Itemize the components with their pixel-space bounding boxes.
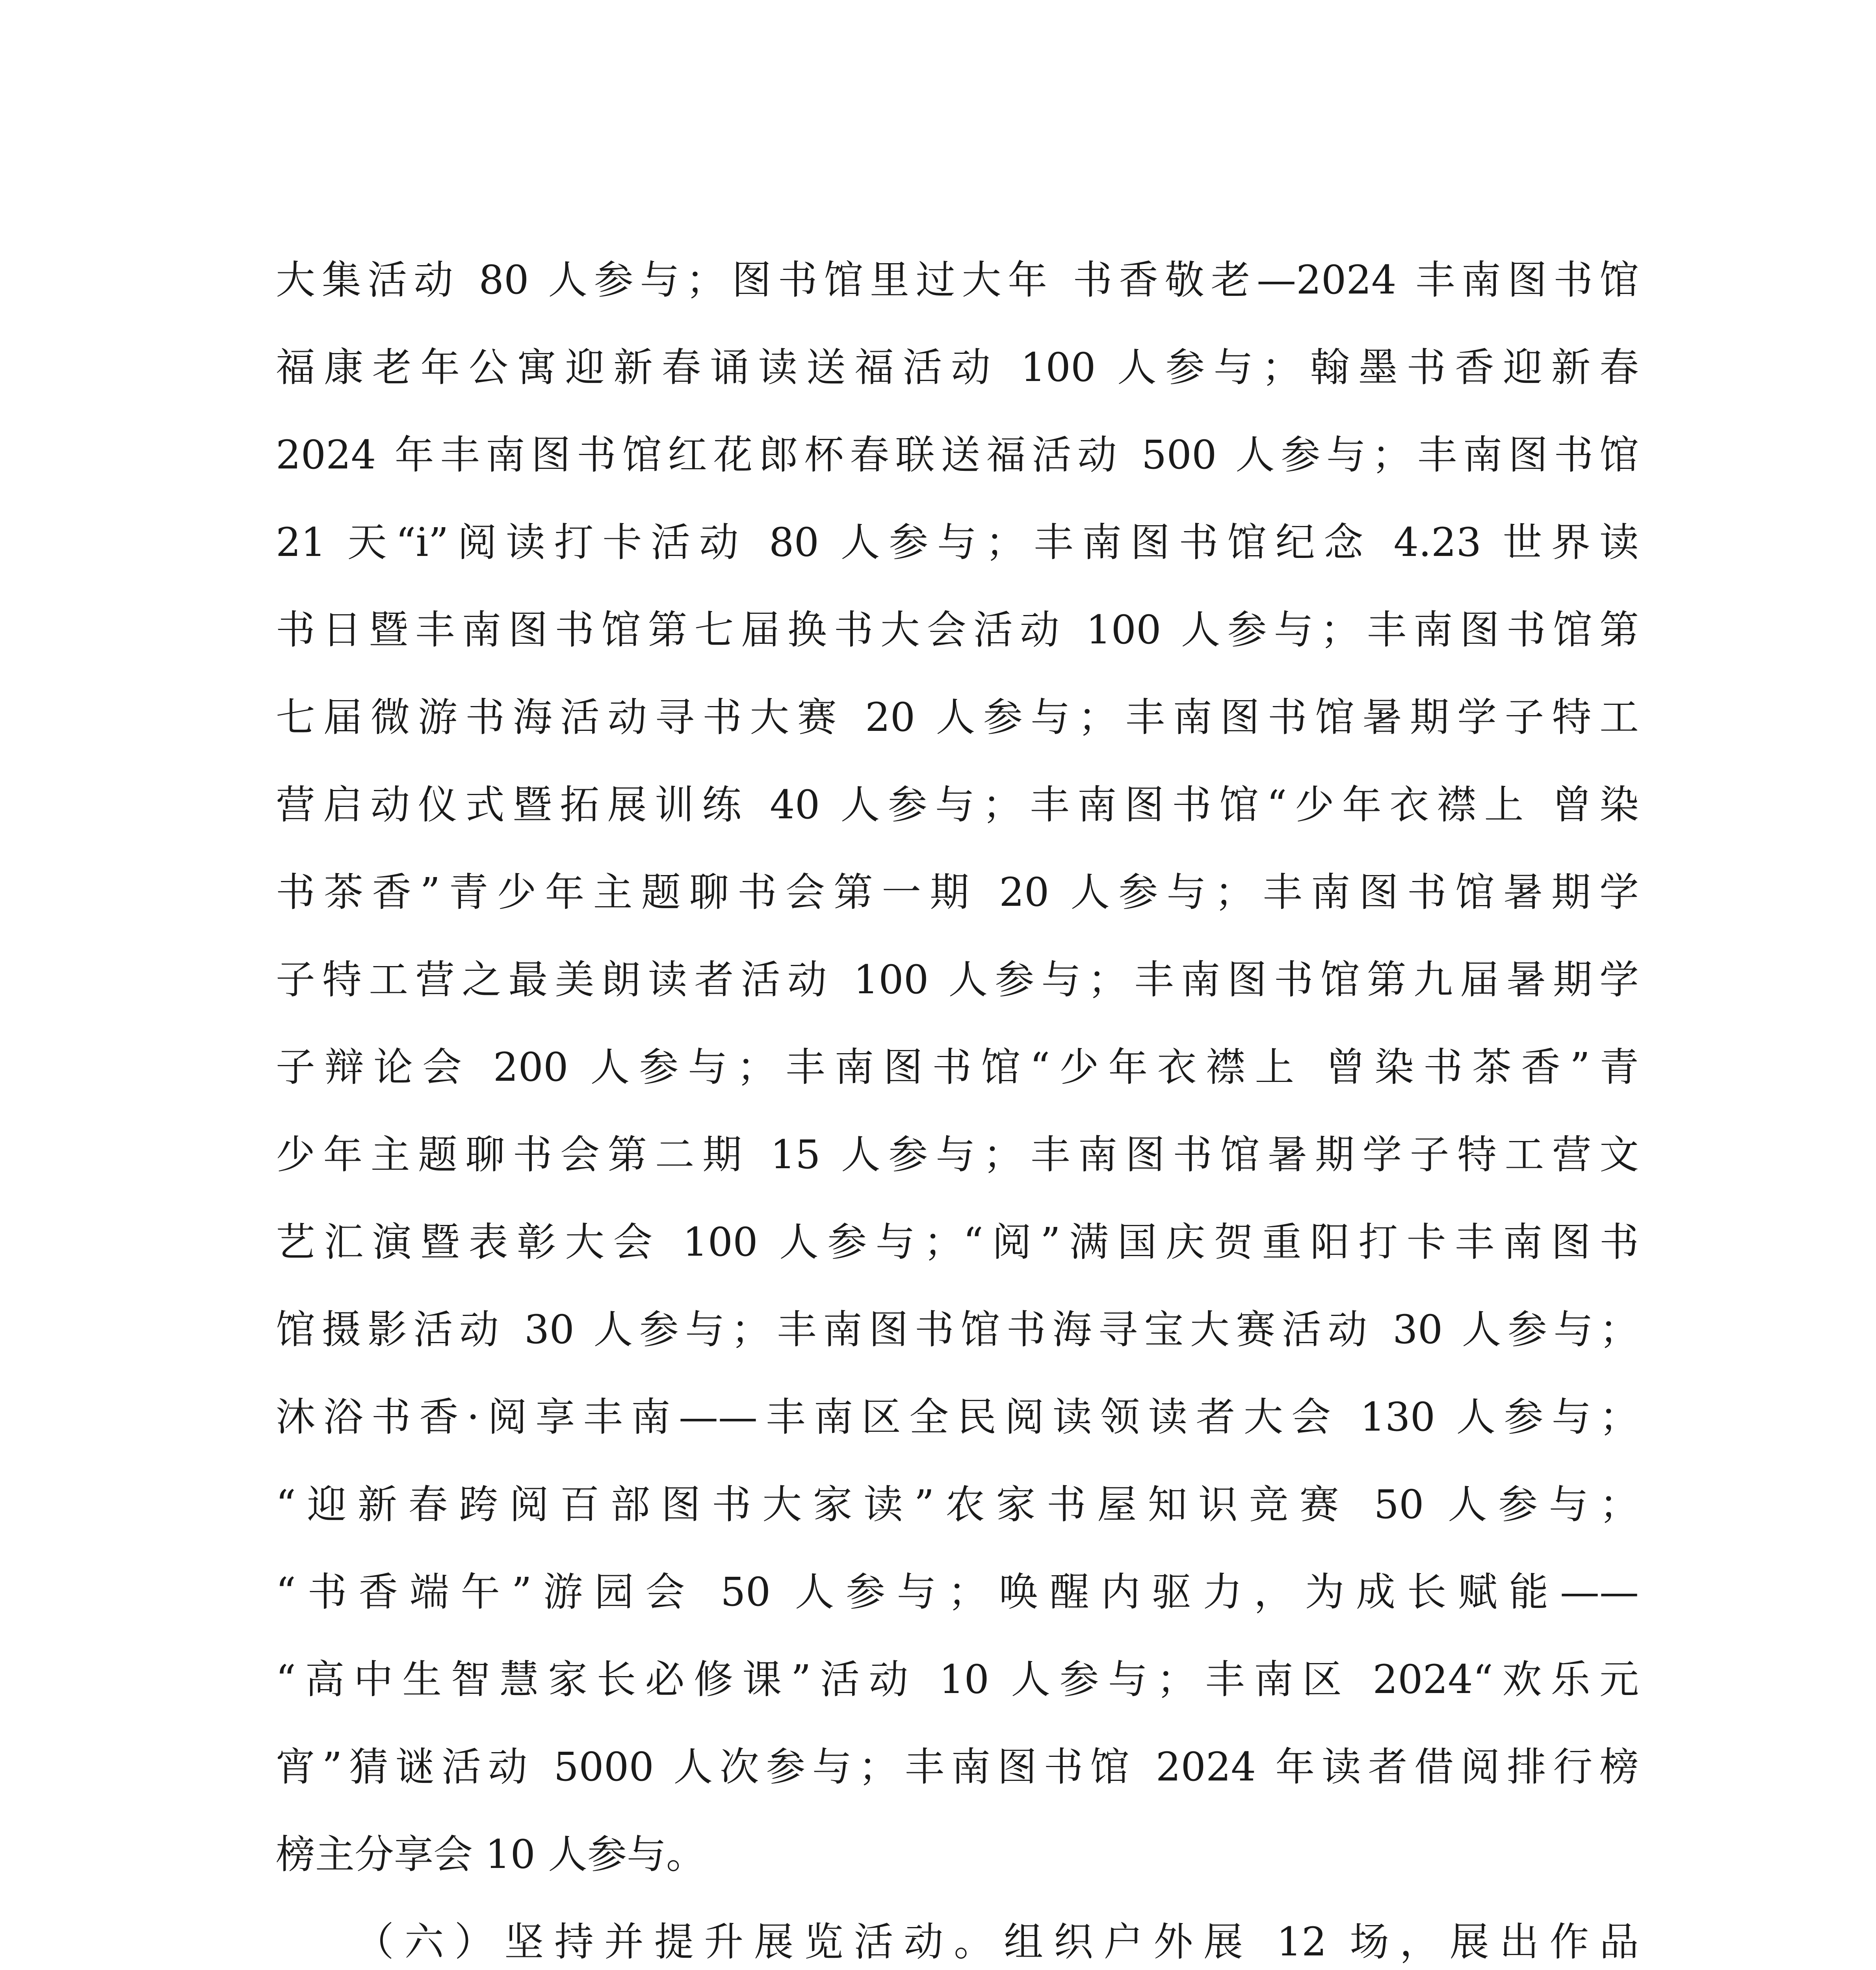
- text-line: 书茶香”青少年主题聊书会第一期 20 人参与；丰南图书馆暑期学: [276, 869, 1639, 915]
- text-line: 营启动仪式暨拓展训练 40 人参与；丰南图书馆“少年衣襟上 曾染: [276, 782, 1639, 828]
- text-line: 馆摄影活动 30 人参与；丰南图书馆书海寻宝大赛活动 30 人参与；: [276, 1307, 1639, 1353]
- text-line: “高中生智慧家长必修课”活动 10 人参与；丰南区 2024“欢乐元: [276, 1656, 1639, 1702]
- text-line: 榜主分享会 10 人参与。: [276, 1831, 706, 1877]
- body-text: [276, 236, 1639, 1970]
- text-line: 少年主题聊书会第二期 15 人参与；丰南图书馆暑期学子特工营文: [276, 1132, 1639, 1178]
- text-line: 艺汇演暨表彰大会 100 人参与；“阅”满国庆贺重阳打卡丰南图书: [276, 1219, 1639, 1265]
- paragraph-continued: [276, 236, 1639, 1898]
- text-line: 沐浴书香·阅享丰南——丰南区全民阅读领读者大会 130 人参与；: [276, 1394, 1639, 1440]
- text-line: 宵”猜谜活动 5000 人次参与；丰南图书馆 2024 年读者借阅排行榜: [276, 1744, 1639, 1790]
- text-line: （六）坚持并提升展览活动。组织户外展 12 场，展出作品: [355, 1919, 1639, 1965]
- text-line: 大集活动 80 人参与；图书馆里过大年 书香敬老—2024 丰南图书馆: [276, 257, 1639, 303]
- text-line: 2024 年丰南图书馆红花郎杯春联送福活动 500 人参与；丰南图书馆: [276, 432, 1639, 478]
- text-line: 子辩论会 200 人参与；丰南图书馆“少年衣襟上 曾染书茶香”青: [276, 1044, 1639, 1090]
- text-line: 子特工营之最美朗读者活动 100 人参与；丰南图书馆第九届暑期学: [276, 957, 1639, 1003]
- text-line: 福康老年公寓迎新春诵读送福活动 100 人参与；翰墨书香迎新春: [276, 344, 1639, 390]
- text-line: “迎新春跨阅百部图书大家读”农家书屋知识竞赛 50 人参与；: [276, 1481, 1639, 1528]
- paragraph-six: [276, 1898, 1639, 1970]
- text-line: 21 天“i”阅读打卡活动 80 人参与；丰南图书馆纪念 4.23 世界读: [276, 519, 1639, 565]
- text-line: 书日暨丰南图书馆第七届换书大会活动 100 人参与；丰南图书馆第: [276, 607, 1639, 653]
- text-line: “书香端午”游园会 50 人参与；唤醒内驱力，为成长赋能——: [276, 1569, 1639, 1615]
- text-line: 七届微游书海活动寻书大赛 20 人参与；丰南图书馆暑期学子特工: [276, 694, 1639, 740]
